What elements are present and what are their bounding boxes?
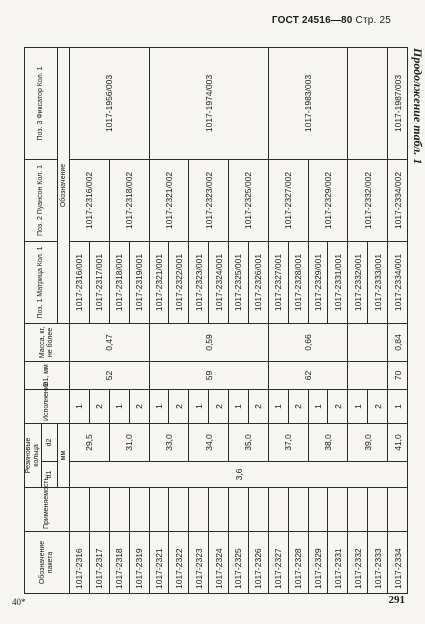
cell-version: 1 <box>149 390 169 424</box>
cell-d2: 39,0 <box>348 424 388 462</box>
cell-application <box>388 488 408 532</box>
cell-version: 1 <box>189 390 209 424</box>
cell-application <box>109 488 129 532</box>
cell-d2: 38,0 <box>308 424 348 462</box>
cell-pos2: 1017-2327/002 <box>268 160 308 242</box>
cell-d2: 35,0 <box>229 424 269 462</box>
cell-designation: 1017-2323 <box>189 532 209 594</box>
cell-d1: 3,6 <box>70 462 408 488</box>
cell-pos1: 1017-2332/001 <box>348 242 368 324</box>
cell-application <box>268 488 288 532</box>
cell-application <box>129 488 149 532</box>
cell-pos1: 1017-2318/001 <box>109 242 129 324</box>
cell-version: 2 <box>368 390 388 424</box>
cell-version: 1 <box>348 390 368 424</box>
header-D1: D1, мм <box>25 362 70 390</box>
cell-application <box>189 488 209 532</box>
cell-pos2: 1017-2325/002 <box>229 160 269 242</box>
cell-application <box>328 488 348 532</box>
cell-pos3: 1017-1956/003 <box>70 48 150 160</box>
header-pos3: Поз. 3 Фиксатор Кол. 1 <box>25 48 58 160</box>
rotated-table-container <box>24 48 408 594</box>
cell-pos2: 1017-2329/002 <box>308 160 348 242</box>
cell-application <box>169 488 189 532</box>
cell-pos1: 1017-2331/001 <box>328 242 348 324</box>
header-designation-group: Обозначение <box>58 48 70 324</box>
cell-D1 <box>348 362 388 390</box>
cell-pos1: 1017-2325/001 <box>229 242 249 324</box>
cell-D1: 70 <box>388 362 408 390</box>
cell-d2: 33,0 <box>149 424 189 462</box>
footer-page-number: 291 <box>388 594 405 606</box>
cell-version: 1 <box>268 390 288 424</box>
cell-pos1: 1017-2327/001 <box>268 242 288 324</box>
cell-application <box>308 488 328 532</box>
cell-designation: 1017-2318 <box>109 532 129 594</box>
cell-pos1: 1017-2319/001 <box>129 242 149 324</box>
cell-application <box>348 488 368 532</box>
cell-designation: 1017-2327 <box>268 532 288 594</box>
cell-pos2: 1017-2334/002 <box>388 160 408 242</box>
cell-pos1: 1017-2316/001 <box>70 242 90 324</box>
cell-designation: 1017-2334 <box>388 532 408 594</box>
cell-designation: 1017-2317 <box>89 532 109 594</box>
cell-pos2: 1017-2318/002 <box>109 160 149 242</box>
cell-mass <box>348 324 388 362</box>
header-mass: Масса, кг, не более <box>25 324 70 362</box>
cell-version: 1 <box>109 390 129 424</box>
cell-d2: 41,0 <box>388 424 408 462</box>
page-header <box>272 15 391 26</box>
cell-pos1: 1017-2326/001 <box>248 242 268 324</box>
cell-designation: 1017-2332 <box>348 532 368 594</box>
cell-mass: 0,66 <box>268 324 348 362</box>
cell-designation: 1017-2316 <box>70 532 90 594</box>
header-d1: d1 <box>42 462 58 488</box>
cell-pos3: 1017-1974/003 <box>149 48 268 160</box>
cell-version: 2 <box>328 390 348 424</box>
cell-D1: 59 <box>149 362 268 390</box>
cell-D1: 62 <box>268 362 348 390</box>
cell-pos1: 1017-2329/001 <box>308 242 328 324</box>
cell-pos1: 1017-2328/001 <box>288 242 308 324</box>
cell-pos1: 1017-2324/001 <box>209 242 229 324</box>
cell-pos3: 1017-1983/003 <box>268 48 348 160</box>
header-units: мм <box>58 424 70 488</box>
cell-D1: 52 <box>70 362 150 390</box>
cell-pos1: 1017-2333/001 <box>368 242 388 324</box>
cell-pos2: 1017-2332/002 <box>348 160 388 242</box>
cell-pos1: 1017-2321/001 <box>149 242 169 324</box>
cell-pos2: 1017-2321/002 <box>149 160 189 242</box>
cell-pos2: 1017-2323/002 <box>189 160 229 242</box>
cell-designation: 1017-2319 <box>129 532 149 594</box>
header-rubber-rings: Резиновые кольца <box>25 424 42 488</box>
cell-version: 2 <box>129 390 149 424</box>
cell-application <box>288 488 308 532</box>
cell-version: 1 <box>308 390 328 424</box>
page-number: Стр. 25 <box>355 15 391 26</box>
cell-version: 2 <box>288 390 308 424</box>
cell-application <box>70 488 90 532</box>
cell-version: 2 <box>89 390 109 424</box>
cell-designation: 1017-2321 <box>149 532 169 594</box>
cell-version: 1 <box>388 390 408 424</box>
cell-application <box>89 488 109 532</box>
cell-version: 2 <box>209 390 229 424</box>
cell-designation: 1017-2331 <box>328 532 348 594</box>
cell-designation: 1017-2329 <box>308 532 328 594</box>
cell-d2: 29,5 <box>70 424 110 462</box>
table-area <box>24 48 408 594</box>
specification-table <box>24 47 408 594</box>
header-version: Исполнение <box>25 390 70 424</box>
cell-designation: 1017-2328 <box>288 532 308 594</box>
header-pos1: Поз. 1 Матрица Кол. 1 <box>25 242 58 324</box>
cell-pos1: 1017-2317/001 <box>89 242 109 324</box>
cell-pos3: 1017-1987/003 <box>388 48 408 160</box>
cell-application <box>149 488 169 532</box>
cell-designation: 1017-2325 <box>229 532 249 594</box>
cell-d2: 37,0 <box>268 424 308 462</box>
cell-version: 1 <box>70 390 90 424</box>
cell-mass: 0,47 <box>70 324 150 362</box>
cell-designation: 1017-2324 <box>209 532 229 594</box>
header-d2: d2 <box>42 424 58 462</box>
table-continuation-caption: Продолжение табл. 1 <box>411 48 425 165</box>
cell-pos2: 1017-2316/002 <box>70 160 110 242</box>
cell-application <box>248 488 268 532</box>
header-application: Применяемость <box>25 488 70 532</box>
cell-designation: 1017-2322 <box>169 532 189 594</box>
cell-version: 2 <box>248 390 268 424</box>
cell-version: 1 <box>229 390 249 424</box>
cell-d2: 34,0 <box>189 424 229 462</box>
standard-number: ГОСТ 24516—80 <box>271 15 353 26</box>
cell-d2: 31,0 <box>109 424 149 462</box>
header-designation: Обозначение пакета <box>25 532 70 594</box>
cell-pos1: 1017-2323/001 <box>189 242 209 324</box>
footer-left-mark: 40* <box>12 597 26 607</box>
cell-application <box>229 488 249 532</box>
cell-pos3 <box>348 48 388 160</box>
cell-designation: 1017-2333 <box>368 532 388 594</box>
cell-mass: 0,84 <box>388 324 408 362</box>
cell-application <box>368 488 388 532</box>
cell-mass: 0,59 <box>149 324 268 362</box>
cell-application <box>209 488 229 532</box>
cell-designation: 1017-2326 <box>248 532 268 594</box>
cell-pos1: 1017-2334/001 <box>388 242 408 324</box>
header-pos2: Поз. 2 Пуансон Кол. 1 <box>25 160 58 242</box>
cell-version: 2 <box>169 390 189 424</box>
cell-pos1: 1017-2322/001 <box>169 242 189 324</box>
